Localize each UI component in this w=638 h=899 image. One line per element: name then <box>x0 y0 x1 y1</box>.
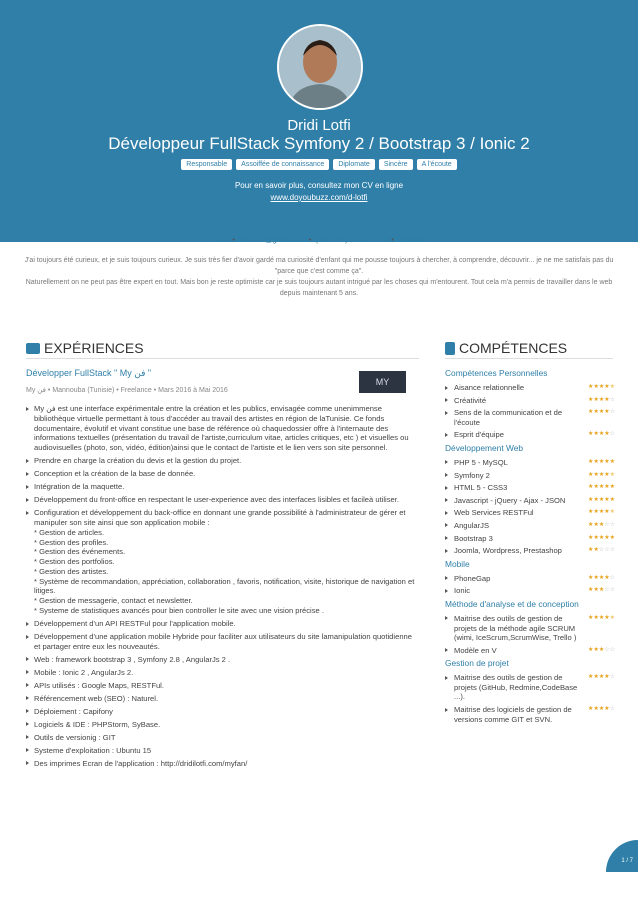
skill-label: Aisance relationnelle <box>454 383 525 392</box>
rating-stars-icon: ★★★★★ <box>588 484 615 491</box>
tag: A l'écoute <box>417 159 457 170</box>
list-item: Intégration de la maquette. <box>26 482 419 492</box>
experience-title: Développer FullStack " My فن " <box>26 368 152 378</box>
divider <box>26 358 419 359</box>
skill-item <box>445 521 615 531</box>
list-item: Des imprimes Ecran de l'application : http://dridilotfi.com/myfan/ <box>26 759 419 769</box>
skill-label: PhoneGap <box>454 573 491 583</box>
skill-label: Maitrise des outils de gestion de projets (GitHub, Redmine,CodeBase ...). <box>454 673 578 702</box>
skill-category: Méthode d'analyse et de conception <box>445 598 579 609</box>
list-item: Web : framework bootstrap 3 , Symfony 2.8 , AngularJs 2 . <box>26 655 419 665</box>
experience-meta: My فن • Mannouba (Tunisie) • Freelance • Mars 2016 à Mai 2016 <box>26 387 228 394</box>
rating-stars-icon: ★★★☆☆ <box>588 646 615 653</box>
rating-stars-icon: ★★☆☆☆ <box>588 547 615 554</box>
section-title-experiences <box>26 340 144 356</box>
rating-stars-icon: ★★★★★ <box>588 458 615 465</box>
skill-label: Bootstrap 3 <box>454 533 493 543</box>
briefcase-icon <box>26 343 40 354</box>
skill-label: Esprit d'équipe <box>454 430 504 440</box>
experience-list <box>26 404 419 769</box>
skill-label: Maitrise des logiciels de gestion de versions comme GIT et SVN. <box>454 705 572 724</box>
intro-text <box>24 255 614 299</box>
skill-item <box>445 496 615 506</box>
skill-list <box>445 383 615 440</box>
list-item: Référencement web (SEO) : Naturel. <box>26 694 419 704</box>
list-item: Outils de versionig : GIT <box>26 733 419 743</box>
experience-entry <box>26 368 419 772</box>
tag: Assoiffée de connaissance <box>236 159 329 170</box>
skill-item <box>445 574 615 584</box>
skill-category: Compétences Personnelles <box>445 368 548 378</box>
skill-label: HTML 5 - CSS3 <box>454 483 508 493</box>
skype-icon: ✆ <box>398 235 405 244</box>
cv-text: Pour en savoir plus, consultez mon CV en ligne <box>234 181 404 190</box>
skill-item <box>445 408 615 427</box>
page-number: 1 / 7 <box>606 840 638 872</box>
person-name: Dridi Lotfi <box>287 117 351 134</box>
cv-link[interactable]: www.doyoubuzz.com/d-lotfi <box>270 193 368 202</box>
skill-category: Gestion de projet <box>445 658 509 669</box>
list-item: My فن est une interface expérimentale entre la création et les publics, envisagée comme unenimmense bibliothèque virtuelle permettant à tous d'accéder au travail des artistes en région de laTunisie. Ce fonds documentaire, évolutif et vivant constitue une base de référence où chaquedossier offre à l'internaute des informations textuelles (présentation du travail de l'artiste,curriculum vitae, articles critiques, etc ) et visuelles ou audiovisuelles (photo, son, vidéo, édition)ainsi que le contact de l'artiste et le lien vers son site personnel. <box>26 404 419 453</box>
rating-stars-icon: ★★★★★ <box>588 496 615 503</box>
divider <box>445 358 613 359</box>
section-label: COMPÉTENCES <box>459 340 568 356</box>
skill-list <box>445 574 615 596</box>
skill-item <box>445 614 615 643</box>
skill-item <box>445 396 615 406</box>
phone: ( 00 216 ) 50 87 41 60 <box>315 235 390 244</box>
skill-label: Joomla, Wordpress, Prestashop <box>454 546 562 556</box>
tag: Sincère <box>379 159 413 170</box>
list-item: Configuration et développement du back-office en donnant une grande possibilité à l'administrateur de gérer et manipuler son site ainsi que son application mobile : * Gestion de articles. * Gestion des profiles. * Gestion des événements. * Gestion des portfolios. * Gestion des artistes. * Système de recommandation, appréciation, collaboration , favoris, notification, visite, historique de navigation et litiges. * Gestion de messagerie, contact et newsletter. * Systeme de statistiques avancés pour bien controller le site avec une vision précise . <box>26 508 419 616</box>
contract-type: Freelance <box>120 387 152 394</box>
skill-list <box>445 614 615 655</box>
rating-stars-icon: ★★★★☆ <box>588 574 615 581</box>
avatar <box>277 24 363 110</box>
skill-label: Sens de la communication et de l'écoute <box>454 408 563 427</box>
skill-item <box>445 508 615 518</box>
skill-item <box>445 483 615 493</box>
section-label: EXPÉRIENCES <box>44 340 144 356</box>
skill-label: Symfony 2 <box>454 470 490 480</box>
skill-category: Mobile <box>445 558 470 569</box>
skill-category: Développement Web <box>445 442 524 453</box>
rating-stars-icon: ★★★★☆ <box>588 396 615 403</box>
list-item: Prendre en charge la création du devis et la gestion du projet. <box>26 456 419 466</box>
skill-label: Web Services RESTFul <box>454 508 534 518</box>
company-logo: MY <box>359 371 406 393</box>
skill-label: Maitrise des outils de gestion de projets de la méthode agile SCRUM (wimi, IceScrum,ScrumWise, Trello ) <box>454 613 577 643</box>
skill-item <box>445 673 615 702</box>
rating-stars-icon: ★★★★★ <box>588 614 615 621</box>
skype-id: lotfidev <box>406 235 431 244</box>
rating-stars-icon: ★★★★★ <box>588 509 615 516</box>
quality-tags <box>0 159 638 170</box>
list-item: APIs utilisés : Google Maps, RESTFul. <box>26 681 419 691</box>
list-item: Développement du front-office en respectant le user-experience avec des interfaces lisibles et facileà utiliser. <box>26 495 419 505</box>
list-item: Déploiement : Capifony <box>26 707 419 717</box>
profile-header <box>0 0 638 242</box>
section-title-skills <box>445 340 567 356</box>
skill-item <box>445 705 615 724</box>
list-item: Développement d'un API RESTFul pour l'application mobile. <box>26 619 419 629</box>
intro-paragraph: J'ai toujours été curieux, et je suis toujours curieux. Je suis très fier d'avoir gardé ma curiosité d'enfant qui me pousse toujours à chercher, à comprendre, découvrir... je ne me satisfais pas du "parce que c'est comme ça". <box>24 257 614 275</box>
contact-bar: 25 ans • lotfi.dev@gmail.com • ( 00 216 ) 50 87 41 60 • ✆ lotfidev <box>207 235 431 244</box>
skill-item <box>445 534 615 544</box>
skill-item <box>445 586 615 596</box>
rating-stars-icon: ★★★☆☆ <box>588 587 615 594</box>
age: 25 ans <box>207 235 231 244</box>
skill-item <box>445 646 615 656</box>
tag: Diplomate <box>333 159 375 170</box>
company: My فن <box>26 387 46 394</box>
rating-stars-icon: ★★★★☆ <box>588 706 615 713</box>
rating-stars-icon: ★★★☆☆ <box>588 521 615 528</box>
tag: Responsable <box>181 159 232 170</box>
skill-label: Créativité <box>454 395 487 405</box>
rating-stars-icon: ★★★★☆ <box>588 409 615 416</box>
job-title: Développeur FullStack Symfony 2 / Bootstrap 3 / Ionic 2 <box>108 134 530 153</box>
skill-label: Javascript - jQuery - Ajax - JSON <box>454 495 566 505</box>
rating-stars-icon: ★★★★★ <box>588 384 615 390</box>
skill-item <box>445 430 615 440</box>
skill-label: Ionic <box>454 586 471 596</box>
skill-list <box>445 458 615 556</box>
skill-label: Modèle en V <box>454 645 497 655</box>
skill-list <box>445 673 615 724</box>
skill-item <box>445 471 615 481</box>
rating-stars-icon: ★★★★☆ <box>588 431 615 438</box>
clipboard-icon <box>445 342 455 355</box>
list-item: Développement d'une application mobile Hybride pour faciliter aux utilisateurs du site lamanipulation quotidienne et partager entre eux les nouveautés. <box>26 632 419 652</box>
list-item: Mobile : Ionic 2 , AngularJs 2. <box>26 668 419 678</box>
skill-item <box>445 458 615 468</box>
location: Mannouba (Tunisie) <box>52 387 115 394</box>
skill-label: PHP 5 - MySQL <box>454 457 508 467</box>
list-item: Logiciels & IDE : PHPStorm, SyBase. <box>26 720 419 730</box>
email-link[interactable]: lotfi.dev@gmail.com <box>239 235 307 244</box>
rating-stars-icon: ★★★★☆ <box>588 674 615 681</box>
skill-item <box>445 383 615 393</box>
skill-item <box>445 546 615 556</box>
rating-stars-icon: ★★★★★ <box>588 471 615 478</box>
intro-paragraph: Naturellement on ne peut pas être expert en tout. Mais bon je reste optimiste car je suis toujours autant intrigué par les choses qui m'entourent. Tout cela m'a permis de travailler dans le web depuis maintenant 5 ans. <box>25 279 613 297</box>
list-item: Systeme d'exploitation : Ubuntu 15 <box>26 746 419 756</box>
period: Mars 2016 à Mai 2016 <box>158 387 228 394</box>
list-item: Conception et la création de la base de donnée. <box>26 469 419 479</box>
skill-label: AngularJS <box>454 520 490 530</box>
rating-stars-icon: ★★★★★ <box>588 534 615 541</box>
skills-column <box>445 368 615 727</box>
